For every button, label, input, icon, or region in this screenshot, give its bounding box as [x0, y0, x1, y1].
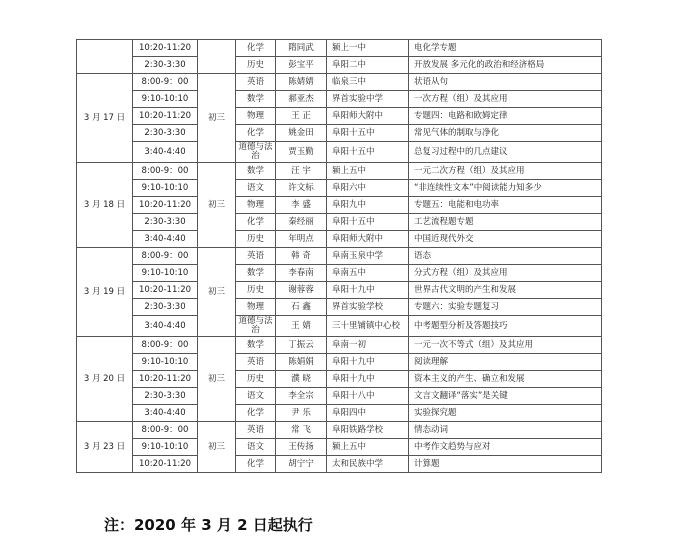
topic-cell: 中考作文趋势与应对 — [409, 439, 602, 456]
school-cell: 阜阳十九中 — [327, 371, 409, 388]
table-row — [77, 282, 602, 299]
table-row — [77, 142, 602, 163]
subject-cell: 化学 — [236, 40, 276, 57]
time-cell: 2:30-3:30 — [133, 299, 198, 316]
topic-cell: “非连续性文本”中阅读能力知多少 — [409, 180, 602, 197]
teacher-cell: 隋同武 — [276, 40, 327, 57]
school-cell: 阜阳铁路学校 — [327, 422, 409, 439]
teacher-cell: 王 正 — [276, 108, 327, 125]
grade-cell: 初三 — [198, 74, 236, 163]
school-cell: 界首实验中学 — [327, 91, 409, 108]
time-cell: 9:10-10:10 — [133, 180, 198, 197]
school-cell: 阜南五中 — [327, 265, 409, 282]
schedule-sheet — [76, 39, 601, 473]
school-cell: 颍上一中 — [327, 40, 409, 57]
table-row — [77, 299, 602, 316]
subject-cell: 化学 — [236, 214, 276, 231]
teacher-cell: 贾玉勤 — [276, 142, 327, 163]
schedule-table — [76, 39, 602, 473]
grade-cell: 初三 — [198, 163, 236, 248]
topic-cell: 世界古代文明的产生和发展 — [409, 282, 602, 299]
table-row — [77, 248, 602, 265]
table-row — [77, 422, 602, 439]
table-row — [77, 108, 602, 125]
teacher-cell: 许文标 — [276, 180, 327, 197]
subject-cell: 历史 — [236, 231, 276, 248]
time-cell: 10:20-11:20 — [133, 40, 198, 57]
subject-cell: 道德与法治 — [236, 142, 276, 163]
school-cell: 阜阳九中 — [327, 197, 409, 214]
table-row — [77, 40, 602, 57]
school-cell: 阜阳师大附中 — [327, 231, 409, 248]
time-cell: 9:10-10:10 — [133, 354, 198, 371]
teacher-cell: 陈婧婧 — [276, 74, 327, 91]
time-cell: 10:20-11:20 — [133, 456, 198, 473]
subject-cell: 数学 — [236, 337, 276, 354]
table-row — [77, 371, 602, 388]
table-row — [77, 125, 602, 142]
topic-cell: 一元一次不等式（组）及其应用 — [409, 337, 602, 354]
school-cell: 阜阳十九中 — [327, 354, 409, 371]
table-row — [77, 405, 602, 422]
subject-cell: 语文 — [236, 180, 276, 197]
topic-cell: 开放发展 多元化的政治和经济格局 — [409, 57, 602, 74]
time-cell: 10:20-11:20 — [133, 282, 198, 299]
topic-cell: 一元二次方程（组）及其应用 — [409, 163, 602, 180]
school-cell: 颍上五中 — [327, 163, 409, 180]
teacher-cell: 秦经丽 — [276, 214, 327, 231]
table-row — [77, 388, 602, 405]
table-row — [77, 91, 602, 108]
grade-cell — [198, 40, 236, 74]
school-cell: 阜阳十八中 — [327, 388, 409, 405]
topic-cell: 专题五：电能和电功率 — [409, 197, 602, 214]
teacher-cell: 丁振云 — [276, 337, 327, 354]
topic-cell: 语态 — [409, 248, 602, 265]
teacher-cell: 尹 乐 — [276, 405, 327, 422]
grade-cell: 初三 — [198, 337, 236, 422]
table-row — [77, 231, 602, 248]
school-cell: 阜阳十九中 — [327, 282, 409, 299]
school-cell: 太和民族中学 — [327, 456, 409, 473]
topic-cell: 中国近现代外交 — [409, 231, 602, 248]
school-cell: 临泉三中 — [327, 74, 409, 91]
subject-cell: 物理 — [236, 299, 276, 316]
school-cell: 颍上五中 — [327, 439, 409, 456]
teacher-cell: 姚金田 — [276, 125, 327, 142]
subject-cell: 数学 — [236, 265, 276, 282]
subject-cell: 物理 — [236, 197, 276, 214]
school-cell: 阜阳二中 — [327, 57, 409, 74]
date-cell — [77, 40, 133, 74]
time-cell: 8:00-9：00 — [133, 248, 198, 265]
teacher-cell: 彭宝平 — [276, 57, 327, 74]
teacher-cell: 汪 宇 — [276, 163, 327, 180]
topic-cell: 实验探究题 — [409, 405, 602, 422]
school-cell: 三十里铺镇中心校 — [327, 316, 409, 337]
subject-cell: 道德与法治 — [236, 316, 276, 337]
table-row — [77, 197, 602, 214]
topic-cell: 阅读理解 — [409, 354, 602, 371]
teacher-cell: 李春南 — [276, 265, 327, 282]
time-cell: 8:00-9：00 — [133, 163, 198, 180]
teacher-cell: 常 飞 — [276, 422, 327, 439]
time-cell: 9:10-10:10 — [133, 265, 198, 282]
table-row — [77, 74, 602, 91]
time-cell: 3:40-4:40 — [133, 316, 198, 337]
subject-cell: 英语 — [236, 422, 276, 439]
topic-cell: 资本主义的产生、确立和发展 — [409, 371, 602, 388]
teacher-cell: 韩 奇 — [276, 248, 327, 265]
teacher-cell: 王 婧 — [276, 316, 327, 337]
table-row — [77, 163, 602, 180]
topic-cell: 分式方程（组）及其应用 — [409, 265, 602, 282]
date-cell: 3 月 20 日 — [77, 337, 133, 422]
subject-cell: 历史 — [236, 282, 276, 299]
table-row — [77, 439, 602, 456]
subject-cell: 英语 — [236, 74, 276, 91]
subject-cell: 英语 — [236, 354, 276, 371]
table-row — [77, 354, 602, 371]
time-cell: 10:20-11:20 — [133, 197, 198, 214]
schedule-body — [77, 40, 602, 473]
time-cell: 2:30-3:30 — [133, 57, 198, 74]
subject-cell: 语文 — [236, 439, 276, 456]
table-row — [77, 265, 602, 282]
table-row — [77, 214, 602, 231]
time-cell: 2:30-3:30 — [133, 125, 198, 142]
topic-cell: 工艺流程题专题 — [409, 214, 602, 231]
teacher-cell: 濮 晓 — [276, 371, 327, 388]
teacher-cell: 李全宗 — [276, 388, 327, 405]
topic-cell: 专题四：电路和欧姆定律 — [409, 108, 602, 125]
subject-cell: 化学 — [236, 456, 276, 473]
subject-cell: 数学 — [236, 91, 276, 108]
teacher-cell: 李 盛 — [276, 197, 327, 214]
subject-cell: 历史 — [236, 371, 276, 388]
date-cell: 3 月 23 日 — [77, 422, 133, 473]
school-cell: 阜阳师大附中 — [327, 108, 409, 125]
school-cell: 阜南一初 — [327, 337, 409, 354]
teacher-cell: 石 鑫 — [276, 299, 327, 316]
topic-cell: 总复习过程中的几点建议 — [409, 142, 602, 163]
subject-cell: 物理 — [236, 108, 276, 125]
time-cell: 2:30-3:30 — [133, 388, 198, 405]
time-cell: 8:00-9：00 — [133, 422, 198, 439]
table-row — [77, 57, 602, 74]
date-cell: 3 月 19 日 — [77, 248, 133, 337]
time-cell: 3:40-4:40 — [133, 231, 198, 248]
time-cell: 3:40-4:40 — [133, 405, 198, 422]
time-cell: 9:10-10:10 — [133, 439, 198, 456]
time-cell: 10:20-11:20 — [133, 371, 198, 388]
teacher-cell: 年明点 — [276, 231, 327, 248]
school-cell: 阜阳十五中 — [327, 142, 409, 163]
school-cell: 阜阳四中 — [327, 405, 409, 422]
grade-cell: 初三 — [198, 422, 236, 473]
teacher-cell: 郝亚杰 — [276, 91, 327, 108]
table-row — [77, 316, 602, 337]
time-cell: 8:00-9：00 — [133, 74, 198, 91]
table-row — [77, 180, 602, 197]
date-cell: 3 月 17 日 — [77, 74, 133, 163]
subject-cell: 化学 — [236, 405, 276, 422]
time-cell: 8:00-9：00 — [133, 337, 198, 354]
subject-cell: 化学 — [236, 125, 276, 142]
time-cell: 2:30-3:30 — [133, 214, 198, 231]
subject-cell: 数学 — [236, 163, 276, 180]
effective-date-note: 注：2020 年 3 月 2 日起执行 — [104, 516, 313, 534]
teacher-cell: 胡宁宁 — [276, 456, 327, 473]
table-row — [77, 456, 602, 473]
subject-cell: 英语 — [236, 248, 276, 265]
subject-cell: 历史 — [236, 57, 276, 74]
school-cell: 阜南玉泉中学 — [327, 248, 409, 265]
school-cell: 阜阳十五中 — [327, 125, 409, 142]
time-cell: 10:20-11:20 — [133, 108, 198, 125]
topic-cell: 文言文翻译“落实”是关键 — [409, 388, 602, 405]
school-cell: 阜阳十五中 — [327, 214, 409, 231]
topic-cell: 情态动词 — [409, 422, 602, 439]
topic-cell: 状语从句 — [409, 74, 602, 91]
table-row — [77, 337, 602, 354]
time-cell: 9:10-10:10 — [133, 91, 198, 108]
topic-cell: 计算题 — [409, 456, 602, 473]
topic-cell: 常见气体的制取与净化 — [409, 125, 602, 142]
teacher-cell: 王传扬 — [276, 439, 327, 456]
teacher-cell: 谢蓉蓉 — [276, 282, 327, 299]
topic-cell: 专题六：实验专题复习 — [409, 299, 602, 316]
subject-cell: 语文 — [236, 388, 276, 405]
teacher-cell: 陈娟娟 — [276, 354, 327, 371]
topic-cell: 一次方程（组）及其应用 — [409, 91, 602, 108]
school-cell: 界首实验学校 — [327, 299, 409, 316]
topic-cell: 电化学专题 — [409, 40, 602, 57]
date-cell: 3 月 18 日 — [77, 163, 133, 248]
grade-cell: 初三 — [198, 248, 236, 337]
school-cell: 阜阳六中 — [327, 180, 409, 197]
time-cell: 3:40-4:40 — [133, 142, 198, 163]
topic-cell: 中考题型分析及答题技巧 — [409, 316, 602, 337]
